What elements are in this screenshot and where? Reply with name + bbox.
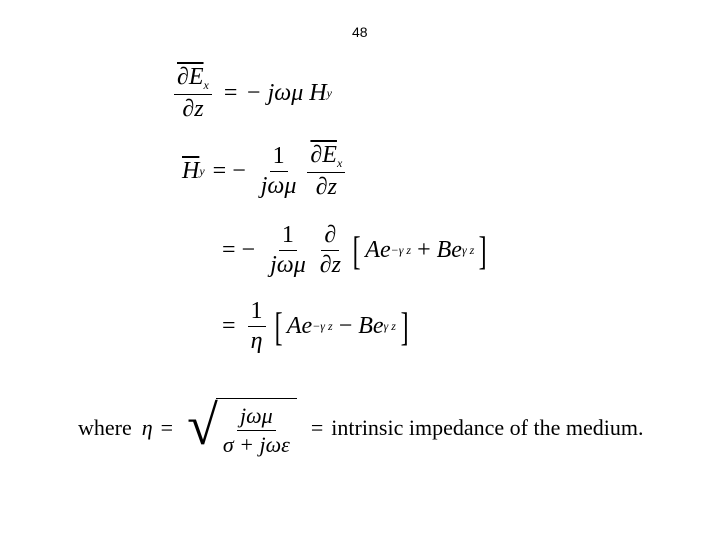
eq2-d-num: ∂E — [310, 142, 337, 168]
eq2-frac-den: jωμ — [260, 173, 297, 199]
eq3-exp2: γ z — [461, 243, 475, 257]
eq2-equals: = − — [212, 158, 246, 184]
eq1-num-sub: x — [203, 78, 209, 92]
eq4-exp2: γ z — [383, 319, 396, 333]
eq3-frac-den: jωμ — [270, 252, 306, 278]
eq3-term1: Ae — [365, 237, 391, 263]
eq2-derivative — [307, 142, 345, 201]
eq2-lhs: $\overline{H}$ — [182, 158, 200, 184]
sqrt-icon: √ — [187, 395, 218, 457]
eq2-lhs-sub: y — [199, 164, 205, 178]
eq4-frac-num: 1 — [248, 298, 266, 327]
definition-text: intrinsic impedance of the medium. — [331, 415, 644, 440]
eq3-equals: = − — [222, 237, 256, 263]
equation-4 — [214, 298, 413, 355]
eq3-d-num: ∂ — [321, 222, 339, 251]
eq2-d-num-sub: x — [336, 156, 343, 170]
definition-line — [78, 395, 644, 458]
eta-symbol: η — [141, 415, 153, 440]
eq1-den: ∂z — [182, 96, 204, 122]
right-bracket-icon: ] — [479, 227, 488, 273]
eq3-exp1: −γ z — [390, 243, 412, 257]
eq4-frac-den: η — [250, 328, 263, 354]
eq4-fraction — [248, 298, 266, 355]
left-bracket-icon: [ — [352, 227, 361, 273]
eq3-fraction — [267, 222, 309, 279]
sqrt-fraction — [220, 403, 293, 458]
equation-1 — [170, 64, 332, 123]
equation-3 — [214, 222, 492, 279]
eq4-equals: = — [222, 313, 236, 339]
right-bracket-icon: ] — [400, 303, 409, 349]
left-bracket-icon: [ — [274, 303, 283, 349]
eq2-frac-num: 1 — [270, 143, 288, 172]
eq3-frac-num: 1 — [279, 222, 297, 251]
eq4-term1: Ae — [286, 313, 313, 339]
slide-number: 48 — [352, 24, 368, 40]
eq4-op: − — [338, 313, 353, 339]
eq1-rhs: − jωμ H — [245, 80, 327, 106]
equation-2 — [182, 142, 349, 201]
eq1-rhs-sub: y — [326, 86, 332, 100]
where-word: where — [78, 415, 132, 440]
eq3-derivative — [317, 222, 344, 279]
eq2-fraction — [258, 143, 300, 200]
eq3-d-den: ∂z — [319, 252, 341, 278]
eq2-d-den: ∂z — [315, 174, 337, 200]
eq3-op: + — [417, 237, 431, 263]
eq3-term2: Be — [436, 237, 462, 263]
sqrt-num: jωμ — [237, 403, 276, 431]
eq4-exp1: −γ z — [312, 319, 333, 333]
eq1-derivative — [174, 64, 212, 123]
eq1-equals: = — [223, 80, 238, 106]
where-equals: = — [160, 415, 174, 440]
eq4-term2: Be — [358, 313, 384, 339]
where-equals-2: = — [310, 415, 324, 440]
sqrt-expression — [187, 395, 297, 458]
eq1-num: ∂E — [177, 64, 204, 90]
sqrt-den: σ + jωε — [222, 432, 290, 457]
